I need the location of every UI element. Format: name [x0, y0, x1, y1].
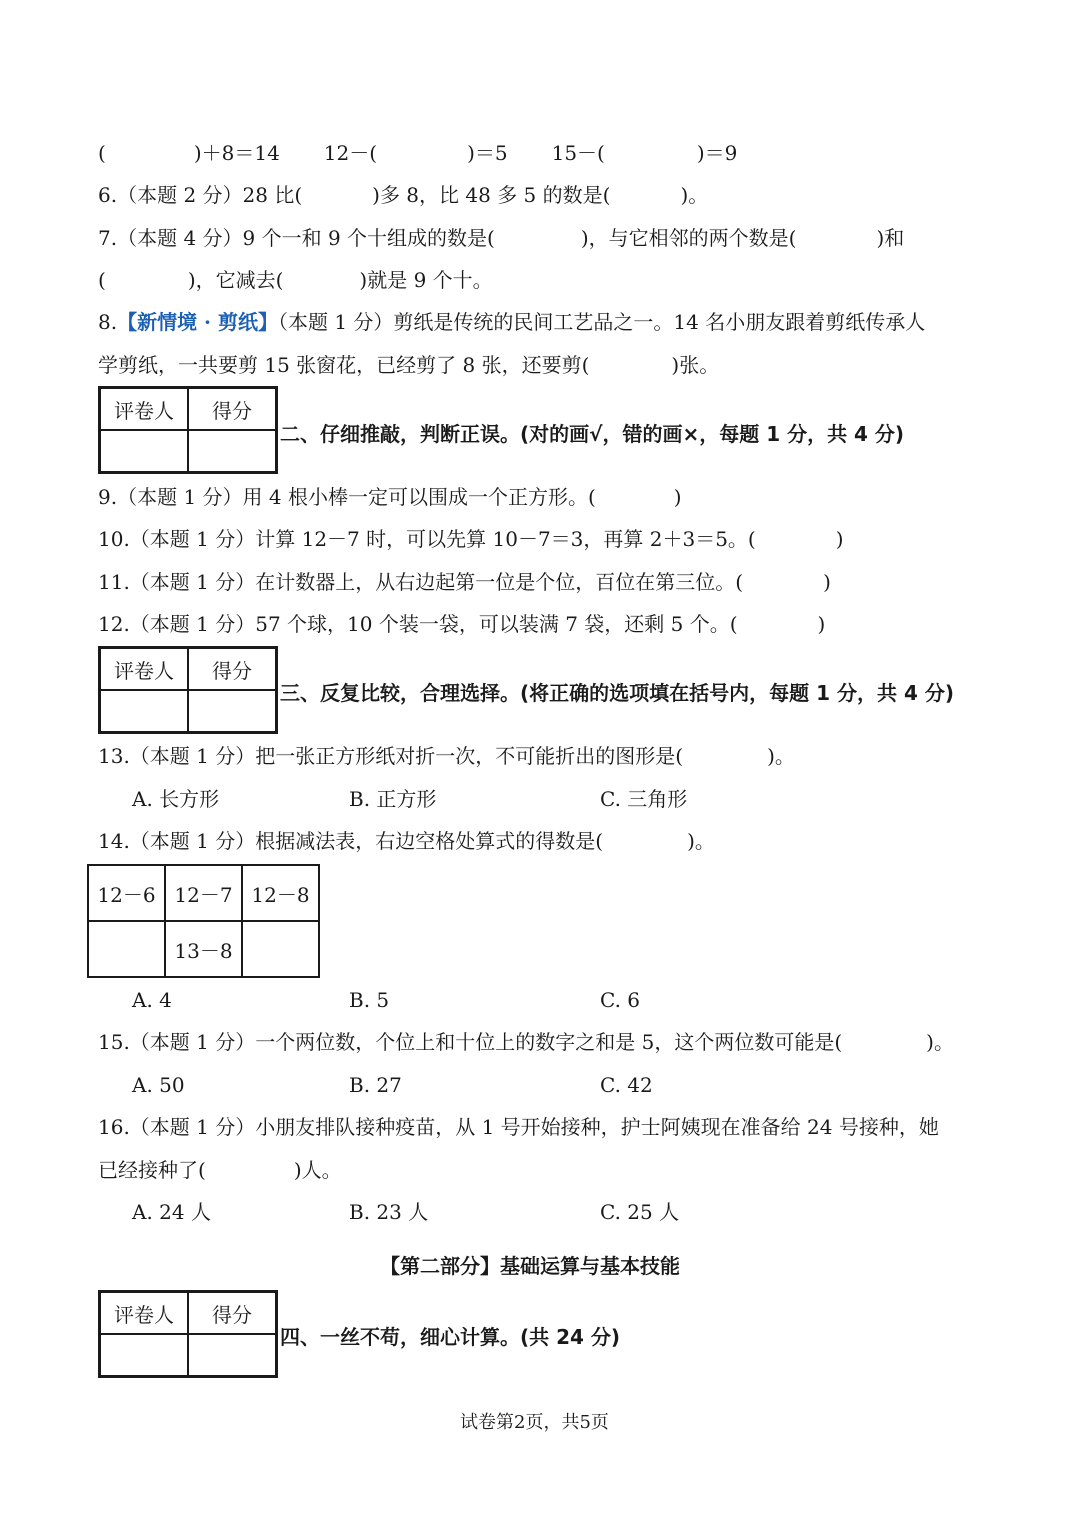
- q13-option-b[interactable]: B. 正方形: [349, 787, 437, 811]
- q15-text: )。: [926, 1030, 954, 1054]
- table-cell: 12－8: [242, 865, 319, 921]
- q11-text: 11.（本题 1 分）在计数器上，从右边起第一位是个位，百位在第三位。(: [98, 570, 744, 594]
- question-7: [98, 224, 904, 252]
- q7-text: (: [98, 268, 106, 292]
- score-label: 得分: [188, 648, 277, 691]
- q13-option-c[interactable]: C. 三角形: [600, 787, 688, 811]
- question-7-line2: [98, 266, 493, 294]
- q7-text: )，与它相邻的两个数是(: [580, 226, 797, 250]
- grader-box: [98, 1290, 278, 1378]
- q9-text: 9.（本题 1 分）用 4 根小棒一定可以围成一个正方形。(: [98, 485, 596, 509]
- q5-text: (: [98, 141, 106, 165]
- q12-text: 12.（本题 1 分）57 个球，10 个装一袋，可以装满 7 袋，还剩 5 个。(: [98, 612, 738, 636]
- question-6: [98, 181, 708, 209]
- q10-text: ): [835, 527, 844, 551]
- question-9: [98, 483, 682, 511]
- section-2-title: 二、仔细推敲，判断正误。(对的画√，错的画×，每题 1 分，共 4 分): [280, 422, 905, 446]
- q16-text: 已经接种了(: [98, 1158, 206, 1182]
- q13-text: 13.（本题 1 分）把一张正方形纸对折一次，不可能折出的图形是(: [98, 744, 684, 768]
- table-cell: [88, 921, 165, 977]
- score-label: 得分: [188, 388, 277, 431]
- q15-option-a[interactable]: A. 50: [132, 1073, 185, 1097]
- q7-text: )和: [876, 226, 905, 250]
- q5-text: )＝9: [696, 141, 738, 165]
- q5-text: 15－(: [551, 141, 605, 165]
- q5-continuation: [98, 139, 737, 167]
- question-11: [98, 568, 831, 596]
- q5-text: 12－(: [323, 141, 378, 165]
- q14-text: )。: [687, 829, 715, 853]
- subtraction-table: [87, 864, 320, 978]
- q13-option-a[interactable]: A. 长方形: [132, 787, 220, 811]
- score-cell[interactable]: [188, 1334, 277, 1377]
- q14-option-c[interactable]: C. 6: [600, 988, 641, 1012]
- grader-cell[interactable]: [100, 1334, 189, 1377]
- score-label: 得分: [188, 1292, 277, 1335]
- q7-text: )，它减去(: [187, 268, 284, 292]
- grader-label: 评卷人: [100, 1292, 189, 1335]
- q15-option-c[interactable]: C. 42: [600, 1073, 653, 1097]
- q9-text: ): [673, 485, 682, 509]
- q16-option-b[interactable]: B. 23 人: [349, 1200, 429, 1224]
- part-2-title: 【第二部分】基础运算与基本技能: [380, 1254, 680, 1278]
- q7-text: 7.（本题 4 分）9 个一和 9 个十组成的数是(: [98, 226, 495, 250]
- question-12: [98, 610, 825, 638]
- q5-text: )＋8＝14: [193, 141, 280, 165]
- q8-text: 学剪纸，一共要剪 15 张窗花，已经剪了 8 张，还要剪(: [98, 353, 590, 377]
- q7-text: )就是 9 个十。: [359, 268, 493, 292]
- q14-option-b[interactable]: B. 5: [349, 988, 390, 1012]
- q5-text: )＝5: [467, 141, 508, 165]
- q15-option-b[interactable]: B. 27: [349, 1073, 402, 1097]
- page-footer: 试卷第2页，共5页: [460, 1412, 609, 1433]
- q11-text: ): [823, 570, 831, 594]
- table-cell: 13－8: [165, 921, 242, 977]
- grader-label: 评卷人: [100, 648, 189, 691]
- q6-text: )多 8，比 48 多 5 的数是(: [372, 183, 611, 207]
- q6-text: 6.（本题 2 分）28 比(: [98, 183, 303, 207]
- question-15: [98, 1028, 954, 1056]
- q8-text: （本题 1 分）剪纸是传统的民间工艺品之一。14 名小朋友跟着剪纸传承人: [277, 310, 926, 334]
- table-cell: 12－7: [165, 865, 242, 921]
- grader-box: [98, 386, 278, 474]
- blank-target-cell: [242, 921, 319, 977]
- question-8: [98, 308, 925, 336]
- q8-text: )张。: [671, 353, 720, 377]
- q16-text: )人。: [293, 1158, 342, 1182]
- grader-box: [98, 646, 278, 734]
- question-14: [98, 827, 715, 855]
- grader-label: 评卷人: [100, 388, 189, 431]
- q10-text: 10.（本题 1 分）计算 12－7 时，可以先算 10－7＝3，再算 2＋3＝5。(: [98, 527, 756, 551]
- q16-option-c[interactable]: C. 25 人: [600, 1200, 680, 1224]
- q16-option-a[interactable]: A. 24 人: [132, 1200, 211, 1224]
- score-cell[interactable]: [188, 690, 277, 733]
- q16-text: 16.（本题 1 分）小朋友排队接种疫苗，从 1 号开始接种，护士阿姨现在准备给 24 号接种，她: [98, 1115, 939, 1139]
- q6-text: )。: [680, 183, 709, 207]
- q12-text: ): [817, 612, 826, 636]
- q15-text: 15.（本题 1 分）一个两位数，个位上和十位上的数字之和是 5，这个两位数可能是(: [98, 1030, 843, 1054]
- question-13: [98, 742, 795, 770]
- grader-cell[interactable]: [100, 430, 189, 473]
- q8-number: 8.: [98, 310, 118, 334]
- question-16-line2: [98, 1156, 342, 1184]
- table-cell: 12－6: [88, 865, 165, 921]
- q8-context-tag: 【新情境 · 剪纸】: [117, 310, 278, 334]
- q14-text: 14.（本题 1 分）根据减法表，右边空格处算式的得数是(: [98, 829, 604, 853]
- section-4-title: 四、一丝不苟，细心计算。(共 24 分): [280, 1325, 621, 1349]
- question-10: [98, 525, 844, 553]
- grader-cell[interactable]: [100, 690, 189, 733]
- question-16: [98, 1113, 939, 1141]
- q13-text: )。: [767, 744, 795, 768]
- section-3-title: 三、反复比较，合理选择。(将正确的选项填在括号内，每题 1 分，共 4 分): [280, 681, 954, 705]
- q14-option-a[interactable]: A. 4: [132, 988, 172, 1012]
- question-8-line2: [98, 351, 719, 379]
- score-cell[interactable]: [188, 430, 277, 473]
